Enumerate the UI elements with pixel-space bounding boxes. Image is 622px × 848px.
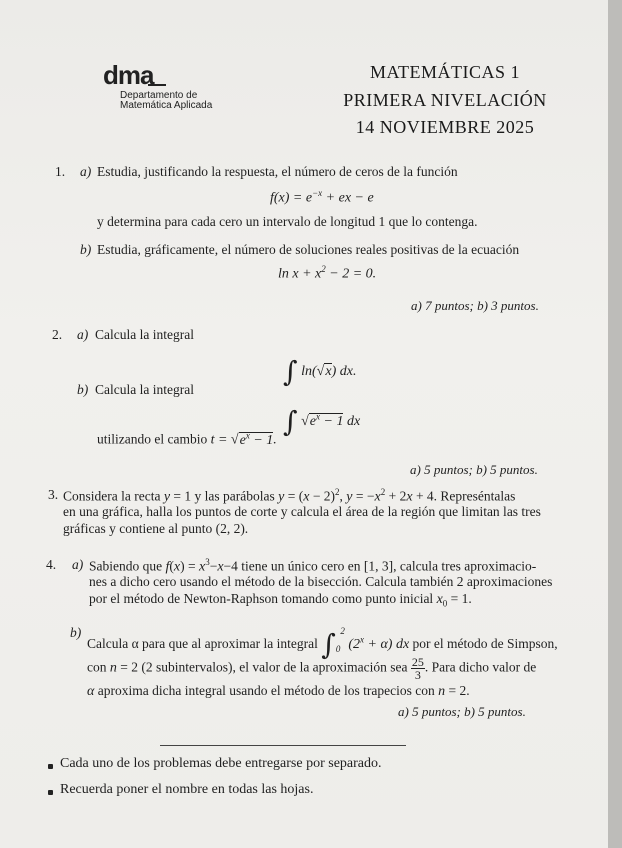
problem-4-number: 4. [46,557,57,572]
problem-1-number: 1. [55,164,66,179]
problem-1b-label: b) [80,242,92,257]
problem-4a-line1: Sabiendo que $f(x) = x^3-x-4$ tiene un único cero en [1, 3], calcula tres aproximacio- [89,557,537,575]
fraction-numerator: 25 [411,655,424,669]
page-edge-shadow [608,0,622,848]
problem-2a-label: a) [77,327,89,342]
problem-2b-label: b) [77,382,89,397]
problem-1b-formula: $\ln x + x^2 - 2 = 0$. [278,264,377,282]
note-separate-delivery: Cada uno de los problemas debe entregarse por separado. [60,756,382,771]
problem-2a-formula: ∫ ln(√x) dx. [283,355,357,388]
problem-1a-label: a) [80,164,92,179]
subject-title: MATEMÁTICAS 1 [369,62,520,82]
problem-2-number: 2. [52,327,63,342]
problem-4a-line2: nes a dicho cero usando el método de la bisección. Calcula también 2 aproximaciones [89,574,553,589]
bullet-icon [48,790,53,795]
exam-date: 14 NOVIEMBRE 2025 [355,117,535,137]
problem-2-points: a) 5 puntos; b) 5 puntos. [410,462,538,477]
problem-1a-formula: $f(x) = e^{-x}$ + ex − e [270,188,374,206]
exam-title: PRIMERA NIVELACIÓN [343,90,547,110]
separator-line [160,745,406,746]
logo-department-line2: Matemática Aplicada [120,100,213,111]
problem-4b-line1: Calcula α para que al aproximar la integral $\int_0^2$ $(2^x + \alpha)$ dx por el método de Simpson, [87,626,558,661]
bullet-icon [48,764,53,769]
problem-4a-label: a) [72,557,84,572]
problem-1a-text: Estudia, justificando la respuesta, el número de ceros de la función [97,164,458,179]
problem-4-points: a) 5 puntos; b) 5 puntos. [398,704,526,719]
problem-3-number: 3. [48,487,59,502]
problem-2b-formula: ∫ $√e^x - 1$ dx [283,405,361,438]
problem-2b-text2: utilizando el cambio $t = √e^x - 1$. [97,430,277,448]
problem-1b-text: Estudia, gráficamente, el número de soluciones reales positivas de la ecuación [97,242,520,257]
problem-1a-text2: y determina para cada cero un intervalo de longitud 1 que lo contenga. [97,214,478,229]
logo-department-line1: Departamento de [120,90,198,101]
problem-3-line1: Considera la recta y = 1 y las parábolas $y = (x - 2)^2$, $y = -x^2 + 2x + 4$. Represéntalas [63,487,516,505]
problem-4a-line3: por el método de Newton-Raphson tomando como punto inicial $x_0 = 1$. [89,591,472,609]
problem-3-line2: en una gráfica, halla los puntos de corte y calcula el área de la región que limitan las tres [63,504,541,519]
logo-underline [148,84,166,86]
dma-logo: dma [103,60,154,90]
fraction-denominator: 3 [414,668,421,682]
problem-3-line3: gráficas y contiene al punto (2, 2). [63,521,249,536]
problem-2a-text: Calcula la integral [95,327,194,342]
note-name-on-sheets: Recuerda poner el nombre en todas las hojas. [60,782,314,797]
problem-1-points: a) 7 puntos; b) 3 puntos. [411,298,539,313]
problem-4b-line3: α aproxima dicha integral usando el método de los trapecios con n = 2. [87,683,470,699]
problem-4b-label: b) [70,625,82,640]
problem-2b-text: Calcula la integral [95,382,194,397]
problem-4b-line2: con n = 2 (2 subintervalos), el valor de la aproximación sea $\frac{25}{3}$ . Para dicho valor de [87,655,537,682]
